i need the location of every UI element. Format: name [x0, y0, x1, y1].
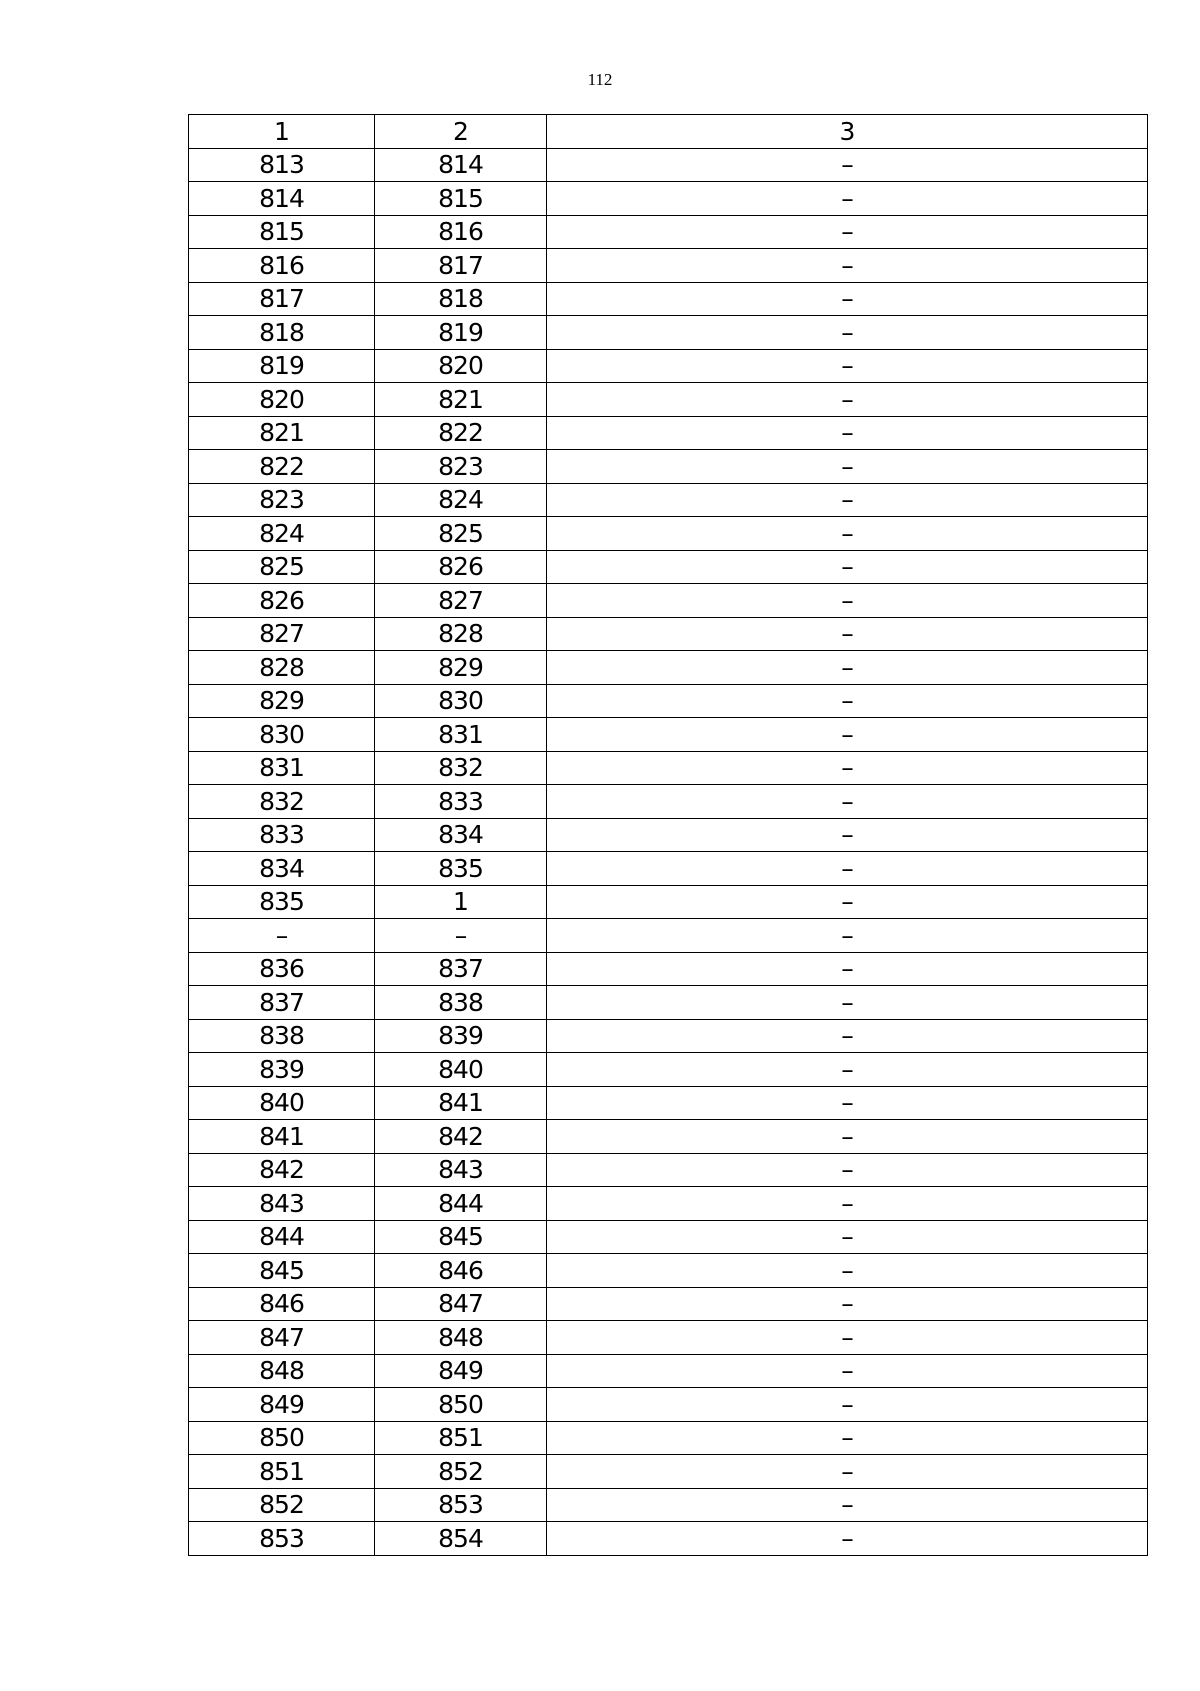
table-cell-col-1: 847: [189, 1321, 375, 1355]
table-row: [189, 316, 1148, 350]
table-cell-col-1: 846: [189, 1287, 375, 1321]
table-row: [189, 215, 1148, 249]
table-row: [189, 684, 1148, 718]
table-cell-col-3: –: [547, 1522, 1148, 1556]
table-cell-col-3: –: [547, 718, 1148, 752]
table-row: [189, 1488, 1148, 1522]
table-cell-col-1: 813: [189, 148, 375, 182]
table-row: [189, 383, 1148, 417]
table-row: [189, 1086, 1148, 1120]
table-cell-col-1: 825: [189, 550, 375, 584]
table-row: [189, 282, 1148, 316]
table-cell-col-3: –: [547, 1187, 1148, 1221]
table-row: [189, 349, 1148, 383]
table-cell-col-1: 824: [189, 517, 375, 551]
table-cell-col-3: –: [547, 1455, 1148, 1489]
table-cell-col-1: 851: [189, 1455, 375, 1489]
table-cell-col-2: 846: [375, 1254, 547, 1288]
table-cell-col-1: 843: [189, 1187, 375, 1221]
table-cell-col-3: –: [547, 249, 1148, 283]
table-cell-col-1: 822: [189, 450, 375, 484]
table-cell-col-2: 849: [375, 1354, 547, 1388]
table-row: [189, 1120, 1148, 1154]
table-cell-col-1: 832: [189, 785, 375, 819]
table-cell-col-3: –: [547, 885, 1148, 919]
table-cell-col-2: 819: [375, 316, 547, 350]
table-cell-col-2: 838: [375, 986, 547, 1020]
table-row: [189, 617, 1148, 651]
table-cell-col-1: 850: [189, 1421, 375, 1455]
table-cell-col-1: 823: [189, 483, 375, 517]
table-cell-col-1: 840: [189, 1086, 375, 1120]
table-row: [189, 1354, 1148, 1388]
table-cell-col-3: –: [547, 1220, 1148, 1254]
table-cell-col-1: 844: [189, 1220, 375, 1254]
table-row: [189, 1388, 1148, 1422]
table-cell-col-2: –: [375, 919, 547, 953]
table-cell-col-3: –: [547, 416, 1148, 450]
table-row: [189, 182, 1148, 216]
table-cell-col-3: –: [547, 450, 1148, 484]
table-cell-col-2: 841: [375, 1086, 547, 1120]
table-row: [189, 1187, 1148, 1221]
table-cell-col-2: 845: [375, 1220, 547, 1254]
table-row: [189, 1321, 1148, 1355]
table-cell-col-3: –: [547, 952, 1148, 986]
table-cell-col-2: 822: [375, 416, 547, 450]
table-cell-col-1: 841: [189, 1120, 375, 1154]
table-cell-col-1: 842: [189, 1153, 375, 1187]
table-cell-col-1: 818: [189, 316, 375, 350]
table-row: [189, 785, 1148, 819]
table-cell-col-2: 840: [375, 1053, 547, 1087]
table-cell-col-2: 850: [375, 1388, 547, 1422]
table-cell-col-2: 814: [375, 148, 547, 182]
table-cell-col-2: 816: [375, 215, 547, 249]
table-cell-col-2: 837: [375, 952, 547, 986]
table-cell-col-2: 853: [375, 1488, 547, 1522]
table-cell-col-2: 818: [375, 282, 547, 316]
table-cell-col-1: 821: [189, 416, 375, 450]
table-cell-col-2: 829: [375, 651, 547, 685]
table-row: [189, 1421, 1148, 1455]
table-cell-col-2: 823: [375, 450, 547, 484]
table-cell-col-1: 839: [189, 1053, 375, 1087]
table-row: [189, 1455, 1148, 1489]
table-cell-col-1: 848: [189, 1354, 375, 1388]
table-cell-col-1: 831: [189, 751, 375, 785]
table-cell-col-2: 835: [375, 852, 547, 886]
table-cell-col-2: 830: [375, 684, 547, 718]
table-cell-col-2: 851: [375, 1421, 547, 1455]
table-cell-col-3: –: [547, 986, 1148, 1020]
table-cell-col-3: –: [547, 215, 1148, 249]
table-row: [189, 952, 1148, 986]
table-cell-col-3: –: [547, 282, 1148, 316]
table-row: [189, 1220, 1148, 1254]
table-cell-col-1: 852: [189, 1488, 375, 1522]
table-cell-col-2: 854: [375, 1522, 547, 1556]
table-cell-col-1: 853: [189, 1522, 375, 1556]
table-cell-col-3: –: [547, 1053, 1148, 1087]
table-cell-col-3: –: [547, 148, 1148, 182]
table-cell-col-2: 843: [375, 1153, 547, 1187]
table-cell-col-1: 830: [189, 718, 375, 752]
table-cell-col-1: 829: [189, 684, 375, 718]
table-row: [189, 651, 1148, 685]
table-cell-col-3: –: [547, 550, 1148, 584]
header-cell-3: 3: [547, 115, 1148, 149]
table-cell-col-1: 833: [189, 818, 375, 852]
table-row: [189, 1254, 1148, 1288]
table-cell-col-3: –: [547, 1019, 1148, 1053]
table-cell-col-2: 844: [375, 1187, 547, 1221]
table-row: [189, 584, 1148, 618]
table-cell-col-2: 826: [375, 550, 547, 584]
table-cell-col-2: 824: [375, 483, 547, 517]
table-cell-col-2: 817: [375, 249, 547, 283]
table-cell-col-1: 815: [189, 215, 375, 249]
table-cell-col-2: 839: [375, 1019, 547, 1053]
data-table: [188, 114, 1148, 1556]
table-cell-col-1: 836: [189, 952, 375, 986]
table-cell-col-2: 827: [375, 584, 547, 618]
table-row: [189, 818, 1148, 852]
table-row: [189, 919, 1148, 953]
table-row: [189, 148, 1148, 182]
table-cell-col-2: 842: [375, 1120, 547, 1154]
table-cell-col-3: –: [547, 684, 1148, 718]
table-cell-col-3: –: [547, 785, 1148, 819]
table-row: [189, 1522, 1148, 1556]
table-cell-col-3: –: [547, 1120, 1148, 1154]
table-row: [189, 483, 1148, 517]
table-cell-col-3: –: [547, 751, 1148, 785]
table-cell-col-3: –: [547, 818, 1148, 852]
table-cell-col-2: 820: [375, 349, 547, 383]
table-cell-col-3: –: [547, 1153, 1148, 1187]
table-cell-col-2: 815: [375, 182, 547, 216]
table-cell-col-1: 814: [189, 182, 375, 216]
table-row: [189, 885, 1148, 919]
table-body: [189, 115, 1148, 1556]
table-cell-col-3: –: [547, 1086, 1148, 1120]
table-cell-col-3: –: [547, 517, 1148, 551]
table-cell-col-2: 833: [375, 785, 547, 819]
table-row: [189, 986, 1148, 1020]
table-row: [189, 1287, 1148, 1321]
table-cell-col-2: 834: [375, 818, 547, 852]
table-row: [189, 517, 1148, 551]
table-row: [189, 249, 1148, 283]
table-cell-col-2: 821: [375, 383, 547, 417]
table-cell-col-3: –: [547, 349, 1148, 383]
table-row: [189, 550, 1148, 584]
table-cell-col-3: –: [547, 483, 1148, 517]
table-cell-col-1: 838: [189, 1019, 375, 1053]
table-row: [189, 852, 1148, 886]
table-cell-col-3: –: [547, 1388, 1148, 1422]
table-cell-col-1: 816: [189, 249, 375, 283]
table-cell-col-3: –: [547, 651, 1148, 685]
table-cell-col-3: –: [547, 1254, 1148, 1288]
table-cell-col-1: 834: [189, 852, 375, 886]
table-row: [189, 450, 1148, 484]
header-cell-2: 2: [375, 115, 547, 149]
table-cell-col-3: –: [547, 617, 1148, 651]
table-row: [189, 1053, 1148, 1087]
table-cell-col-1: 819: [189, 349, 375, 383]
table-cell-col-3: –: [547, 1287, 1148, 1321]
table-cell-col-2: 847: [375, 1287, 547, 1321]
table-cell-col-2: 828: [375, 617, 547, 651]
table-row: [189, 718, 1148, 752]
table-cell-col-3: –: [547, 1321, 1148, 1355]
table-cell-col-1: 820: [189, 383, 375, 417]
table-row: [189, 751, 1148, 785]
table-cell-col-3: –: [547, 182, 1148, 216]
table-cell-col-3: –: [547, 1488, 1148, 1522]
table-cell-col-3: –: [547, 1354, 1148, 1388]
table-cell-col-2: 852: [375, 1455, 547, 1489]
table-cell-col-1: 849: [189, 1388, 375, 1422]
table-cell-col-3: –: [547, 852, 1148, 886]
table-cell-col-3: –: [547, 919, 1148, 953]
table-cell-col-1: 837: [189, 986, 375, 1020]
table-row: [189, 1153, 1148, 1187]
table-cell-col-2: 831: [375, 718, 547, 752]
table-cell-col-1: 828: [189, 651, 375, 685]
table-cell-col-2: 848: [375, 1321, 547, 1355]
table-cell-col-3: –: [547, 1421, 1148, 1455]
table-cell-col-1: 826: [189, 584, 375, 618]
table-cell-col-3: –: [547, 383, 1148, 417]
page-number: 112: [587, 70, 613, 89]
table-cell-col-3: –: [547, 584, 1148, 618]
header-cell-1: 1: [189, 115, 375, 149]
table-cell-col-1: 845: [189, 1254, 375, 1288]
table-cell-col-2: 1: [375, 885, 547, 919]
table-cell-col-2: 825: [375, 517, 547, 551]
table-cell-col-1: 817: [189, 282, 375, 316]
table-cell-col-1: 827: [189, 617, 375, 651]
table-cell-col-2: 832: [375, 751, 547, 785]
table-cell-col-1: –: [189, 919, 375, 953]
table-row: [189, 1019, 1148, 1053]
table-cell-col-3: –: [547, 316, 1148, 350]
table-row: [189, 416, 1148, 450]
table-cell-col-1: 835: [189, 885, 375, 919]
table-header-row: [189, 115, 1148, 149]
